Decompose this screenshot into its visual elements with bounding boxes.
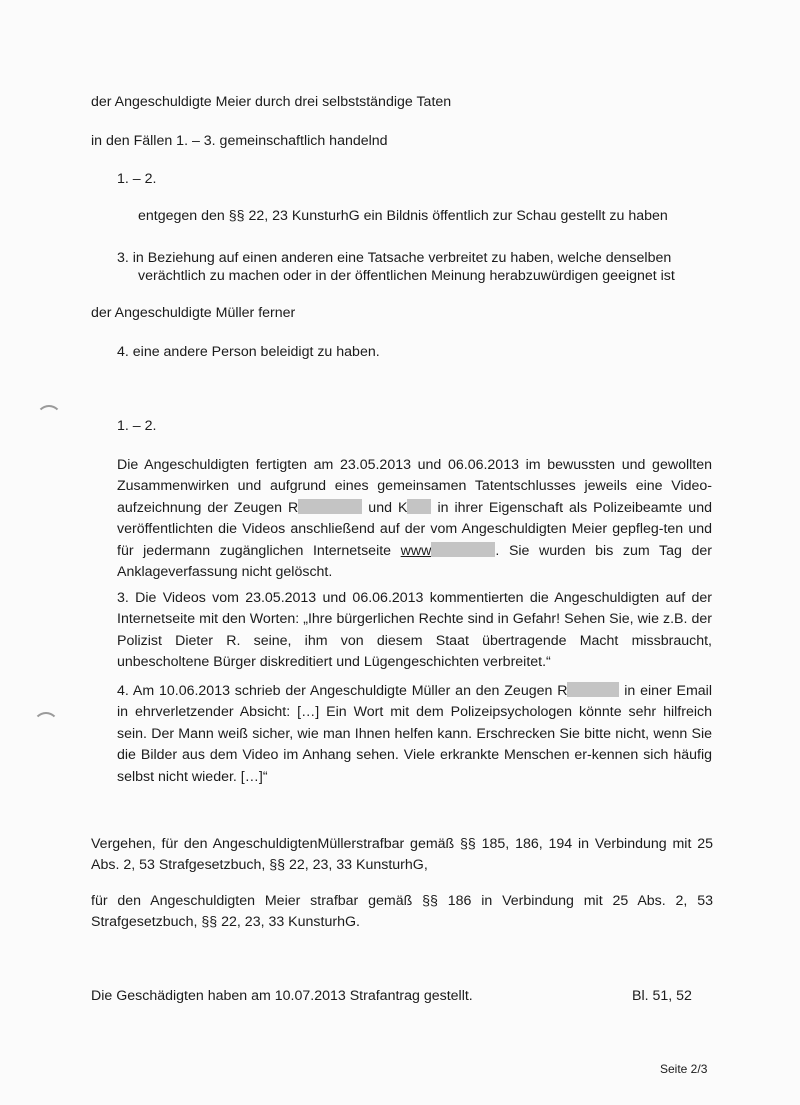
line-kunsturhg: entgegen den §§ 22, 23 KunsturhG ein Bildnis öffentlich zur Schau gestellt zu haben [138, 208, 668, 224]
paragraph-email [117, 681, 712, 788]
punch-hole-top [36, 405, 62, 431]
redaction-website [431, 542, 495, 557]
verdict-meier: für den Angeschuldigten Meier strafbar gemäß §§ 186 in Verbindung mit 25 Abs. 2, 53 Strafgesetzbuch, §§ 22, 23, 33 KunsturhG. [91, 893, 713, 931]
paragraph-videos [117, 455, 712, 583]
page-number: Seite 2/3 [660, 1062, 708, 1076]
para1-text-c: in ihrer Eigenschaft als Polizeibeamte und veröffentlichten die Videos anschließend auf der vom Angeschuldigten Meier gepfleg-ten und für jedermann zugänglichen Internetseite [117, 499, 712, 559]
para1-text-d: . Sie wurden bis zum Tag der Anklageverfassung nicht gelöscht. [117, 542, 712, 581]
line-tatsache-a: 3. in Beziehung auf einen anderen eine Tatsache verbreitet zu haben, welche denselben [117, 250, 672, 266]
line-faelle: in den Fällen 1. – 3. gemeinschaftlich handelnd [91, 133, 388, 149]
paragraph-kommentar: 3. Die Videos vom 23.05.2013 und 06.06.2013 kommentierten die Angeschuldigten auf der Internetseite mit den Worten: „Ihre bürgerlichen Rechte sind in Gefahr! Sehen Sie, wie z.B. der Polizist Dieter R. seine, ihm von diesem Staat übertragende Macht missbraucht, unbescholtene Bürger diskreditiert und Lügengeschichten verbreitet.“ [117, 590, 712, 671]
verdict-mueller: Vergehen, für den AngeschuldigtenMüllerstrafbar gemäß §§ 185, 186, 194 in Verbindung mit 25 Abs. 2, 53 Strafgesetzbuch, §§ 22, 23, 33 KunsturhG, [91, 836, 713, 874]
punch-hole-bottom [33, 712, 59, 738]
line-mueller-ferner: der Angeschuldigte Müller ferner [91, 305, 296, 321]
para1-text-b: und K [362, 499, 408, 516]
para3-text-b: in einer Email in ehrverletzender Absicht: […] Ein Wort mit dem Polizeipsychologen könnte sehr hilfreich sein. Der Mann weiß sicher, wie man Ihnen helfen kann. Erschrecken Sie bitte nicht, wenn Sie die Bilder aus dem Video im Anhang sehen. Viele erkrankte Menschen er-kennen sich häufig selbst nicht wieder. […]“ [117, 683, 712, 785]
redaction-zeuge-r [298, 499, 362, 514]
line-enum-1-2: 1. – 2. [117, 171, 157, 187]
redaction-zeuge-r-2 [567, 682, 619, 697]
blatt-reference: Bl. 51, 52 [632, 988, 692, 1004]
line-tatsache-b: verächtlich zu machen oder in der öffentlichen Meinung herabzuwürdigen geeignet ist [138, 268, 675, 284]
line-beleidigt: 4. eine andere Person beleidigt zu haben. [117, 344, 380, 360]
redaction-zeuge-k [407, 499, 431, 514]
line-enum-1-2-b: 1. – 2. [117, 418, 157, 434]
strafantrag-line: Die Geschädigten haben am 10.07.2013 Strafantrag gestellt. [91, 988, 473, 1004]
line-angeschuldigte-meier: der Angeschuldigte Meier durch drei selbstständige Taten [91, 94, 452, 110]
para1-text-a: Die Angeschuldigten fertigten am 23.05.2013 und 06.06.2013 im bewussten und gewollten Zusammenwirken und aufgrund eines gemeinsamen Tatentschlusses jeweils eine Video-aufzeichnung der Zeugen R [117, 457, 712, 516]
para3-text-a: 4. Am 10.06.2013 schrieb der Angeschuldigte Müller an den Zeugen R [117, 683, 568, 699]
website-link: www [401, 543, 496, 559]
